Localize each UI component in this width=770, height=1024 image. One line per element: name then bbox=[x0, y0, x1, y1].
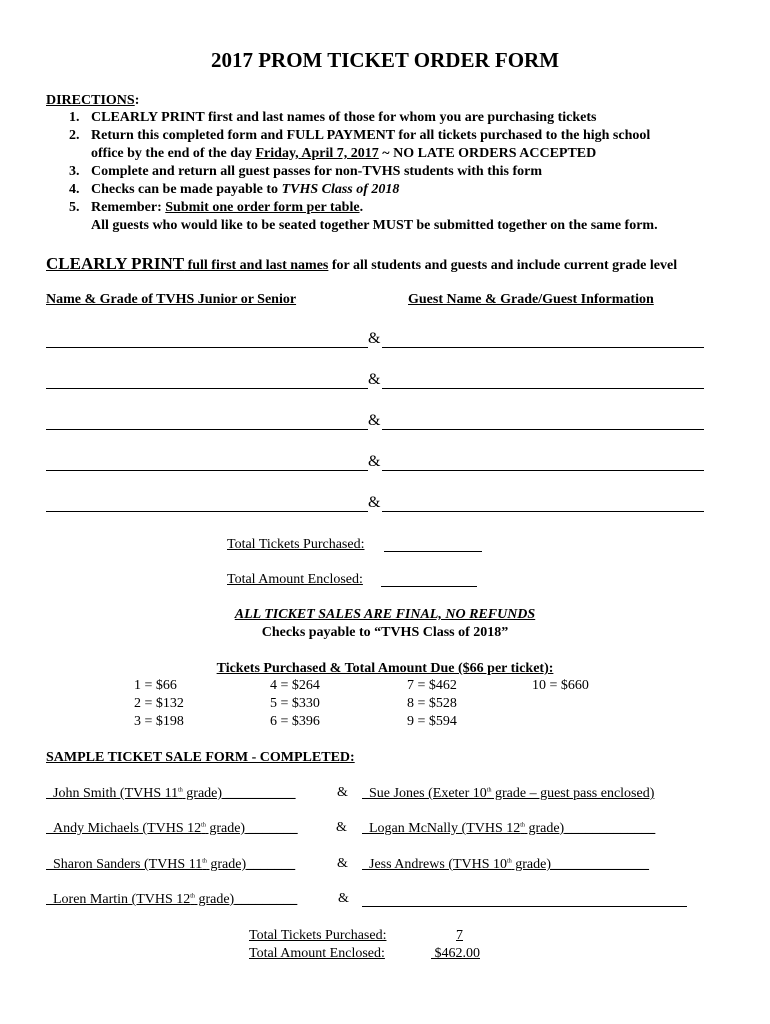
sample-guest-name: Logan McNally (TVHS 12 bbox=[369, 821, 521, 836]
deadline-date: Friday, April 7, 2017 bbox=[255, 146, 379, 161]
direction-5-underlined: Submit one order form per table bbox=[165, 200, 360, 215]
direction-3-number: 3. bbox=[69, 164, 80, 179]
sample-student-grade: grade) bbox=[182, 786, 223, 801]
entry-separator: & bbox=[337, 785, 348, 800]
sample-student-entry: Loren Martin (TVHS 12th grade)_________ bbox=[53, 892, 298, 907]
ordinal-suffix: th bbox=[201, 822, 206, 829]
ordinal-suffix: th bbox=[486, 787, 492, 794]
entry-separator: & bbox=[336, 820, 347, 835]
sample-student-name: John Smith (TVHS 11 bbox=[53, 786, 179, 801]
directions-heading bbox=[46, 93, 139, 109]
direction-5-text bbox=[91, 200, 363, 216]
sample-student-grade: grade) bbox=[194, 892, 235, 907]
direction-2-post: ~ NO LATE ORDERS ACCEPTED bbox=[378, 146, 597, 161]
ordinal-suffix: th bbox=[178, 787, 183, 794]
entry-separator: & bbox=[368, 453, 381, 470]
guest-name-line[interactable] bbox=[382, 388, 704, 389]
total-tickets-label: Total Tickets Purchased: bbox=[227, 537, 365, 552]
direction-2-number: 2. bbox=[69, 128, 80, 143]
student-name-line[interactable] bbox=[46, 429, 368, 430]
print-instruction-rest: for all students and guests and include current grade level bbox=[328, 258, 678, 273]
sample-guest-grade: grade – guest pass enclosed) bbox=[491, 786, 655, 801]
direction-4-text bbox=[91, 182, 399, 198]
sample-guest-grade: grade) bbox=[511, 857, 551, 872]
direction-1-number: 1. bbox=[69, 110, 80, 125]
price-entry: 3 = $198 bbox=[134, 714, 184, 729]
entry-separator: & bbox=[337, 856, 348, 871]
price-entry: 5 = $330 bbox=[270, 696, 320, 711]
entry-separator: & bbox=[368, 330, 381, 347]
direction-2-pre: office by the end of the day bbox=[91, 146, 256, 161]
direction-2-line2 bbox=[91, 146, 596, 162]
final-sales-notice: ALL TICKET SALES ARE FINAL, NO REFUNDS bbox=[234, 607, 536, 622]
entry-separator: & bbox=[338, 891, 349, 906]
price-entry: 10 = $660 bbox=[532, 678, 589, 693]
ordinal-suffix: th bbox=[520, 822, 525, 829]
student-name-line[interactable] bbox=[46, 347, 368, 348]
entry-separator: & bbox=[368, 412, 381, 429]
column-header-guest: Guest Name & Grade/Guest Information bbox=[408, 292, 654, 307]
checks-payable-notice: Checks payable to “TVHS Class of 2018” bbox=[261, 625, 509, 640]
price-entry: 4 = $264 bbox=[270, 678, 320, 693]
total-amount-label: Total Amount Enclosed: bbox=[227, 572, 363, 587]
print-instruction-mid: full first and last names bbox=[184, 258, 329, 273]
sample-guest-name: Jess Andrews (TVHS 10 bbox=[369, 857, 508, 872]
direction-2-text: Return this completed form and FULL PAYMENT for all tickets purchased to the high school bbox=[91, 128, 651, 143]
sample-student-grade: grade) bbox=[206, 857, 247, 872]
sample-total-amount-label: Total Amount Enclosed: bbox=[249, 946, 385, 961]
guest-name-line[interactable] bbox=[382, 429, 704, 430]
price-entry: 8 = $528 bbox=[407, 696, 457, 711]
student-name-line[interactable] bbox=[46, 470, 368, 471]
ordinal-suffix: th bbox=[202, 858, 207, 865]
sample-guest-blank-line bbox=[362, 906, 687, 907]
price-entry: 1 = $66 bbox=[134, 678, 177, 693]
direction-4-number: 4. bbox=[69, 182, 80, 197]
entry-separator: & bbox=[368, 494, 381, 511]
direction-4-italic: TVHS Class of 2018 bbox=[281, 182, 400, 197]
sample-total-amount-number: $462.00 bbox=[434, 946, 480, 961]
price-entry: 2 = $132 bbox=[134, 696, 184, 711]
sample-total-amount-value bbox=[431, 946, 480, 962]
price-table-heading: Tickets Purchased & Total Amount Due ($66 per ticket): bbox=[216, 661, 554, 676]
total-tickets-field[interactable] bbox=[384, 551, 482, 552]
sample-student-entry: John Smith (TVHS 11th grade) __________ bbox=[53, 786, 296, 801]
sample-student-name: Sharon Sanders (TVHS 11 bbox=[53, 857, 203, 872]
print-instruction-big: CLEARLY PRINT bbox=[46, 254, 185, 273]
price-entry: 7 = $462 bbox=[407, 678, 457, 693]
sample-guest-entry: Logan McNally (TVHS 12th grade)_____________ bbox=[369, 821, 656, 836]
direction-5-line2: All guests who would like to be seated together MUST be submitted together on the same form. bbox=[91, 218, 658, 233]
student-name-line[interactable] bbox=[46, 511, 368, 512]
directions-label: DIRECTIONS bbox=[46, 93, 135, 108]
direction-4-pre: Checks can be made payable to bbox=[91, 182, 282, 197]
sample-total-tickets-label: Total Tickets Purchased: bbox=[249, 928, 387, 943]
column-header-student: Name & Grade of TVHS Junior or Senior bbox=[46, 292, 297, 307]
ordinal-suffix: th bbox=[190, 893, 195, 900]
direction-5-number: 5. bbox=[69, 200, 80, 215]
entry-separator: & bbox=[368, 371, 381, 388]
sample-student-name: Andy Michaels (TVHS 12 bbox=[53, 821, 202, 836]
direction-3-text: Complete and return all guest passes for non-TVHS students with this form bbox=[91, 164, 543, 179]
guest-name-line[interactable] bbox=[382, 347, 704, 348]
sample-student-entry: Sharon Sanders (TVHS 11th grade)_______ bbox=[53, 857, 296, 872]
sample-student-grade: grade) bbox=[205, 821, 246, 836]
student-name-line[interactable] bbox=[46, 388, 368, 389]
direction-5-pre: Remember: bbox=[91, 200, 166, 215]
guest-name-line[interactable] bbox=[382, 511, 704, 512]
direction-1-text: CLEARLY PRINT first and last names of those for whom you are purchasing tickets bbox=[91, 110, 597, 125]
directions-colon: : bbox=[134, 93, 140, 108]
page-title: 2017 PROM TICKET ORDER FORM bbox=[210, 48, 560, 72]
sample-guest-entry bbox=[362, 786, 654, 802]
sample-heading: SAMPLE TICKET SALE FORM - COMPLETED: bbox=[46, 750, 355, 765]
price-entry: 9 = $594 bbox=[407, 714, 457, 729]
ordinal-suffix: th bbox=[507, 858, 512, 865]
sample-guest-grade: grade) bbox=[524, 821, 565, 836]
sample-student-name: Loren Martin (TVHS 12 bbox=[53, 892, 191, 907]
sample-total-tickets-value: 7 bbox=[456, 928, 463, 943]
direction-5-post: . bbox=[359, 200, 364, 215]
sample-student-entry: Andy Michaels (TVHS 12th grade) _______ bbox=[53, 821, 298, 836]
sample-guest-entry: Jess Andrews (TVHS 10th grade)______________ bbox=[369, 857, 649, 872]
total-amount-field[interactable] bbox=[381, 586, 477, 587]
guest-name-line[interactable] bbox=[382, 470, 704, 471]
print-instruction bbox=[46, 254, 677, 274]
sample-guest-name: Sue Jones (Exeter 10 bbox=[369, 786, 487, 801]
price-entry: 6 = $396 bbox=[270, 714, 320, 729]
